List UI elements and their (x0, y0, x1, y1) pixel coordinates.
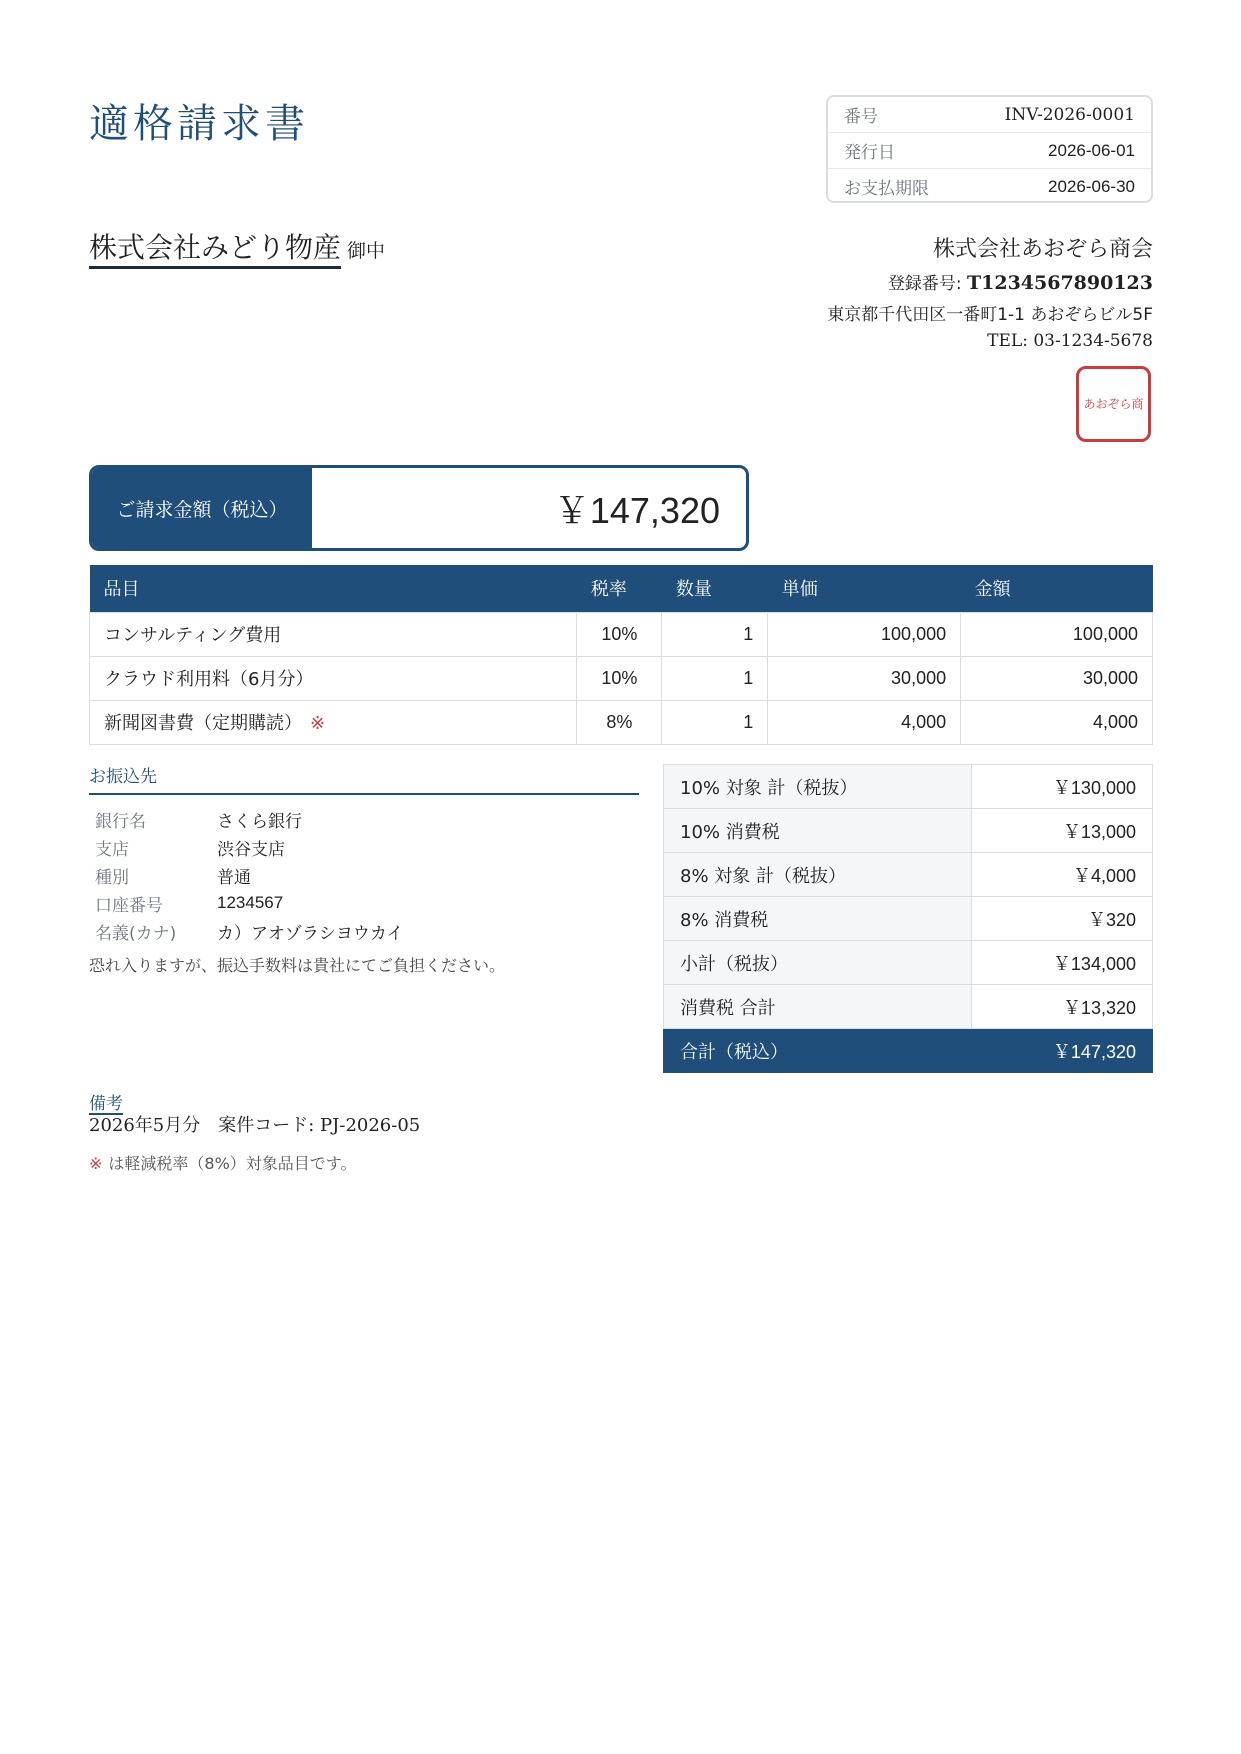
bank-key: 支店 (95, 839, 129, 860)
meta-key: お支払期限 (844, 179, 929, 199)
item-unit-price: 100,000 (768, 612, 961, 656)
recipient-honorific: 御中 (347, 240, 386, 262)
recipient (89, 226, 385, 266)
amount-due-value: ￥147,320 (553, 489, 720, 531)
bank-key: 名義(カナ) (95, 923, 177, 944)
totals-key: 8% 消費税 (664, 897, 972, 941)
item-name: コンサルティング費用 (90, 612, 577, 656)
totals-row (664, 809, 1153, 853)
item-name: クラウド利用料（6月分） (90, 656, 577, 700)
item-quantity: 1 (662, 700, 768, 744)
reduced-rate-mark: ※ (310, 713, 326, 734)
meta-key: 発行日 (844, 143, 895, 163)
header-unit-price: 単価 (768, 565, 961, 612)
bank-key: 銀行名 (95, 811, 146, 832)
totals-key: 10% 消費税 (664, 809, 972, 853)
invoice-meta-box (826, 95, 1153, 203)
reduced-rate-note (89, 1151, 689, 1174)
grand-total-value: ￥147,320 (972, 1029, 1153, 1073)
item-quantity: 1 (662, 612, 768, 656)
totals-row (664, 985, 1153, 1029)
registration-number: T1234567890123 (966, 272, 1153, 294)
items-table (89, 565, 1153, 745)
reduced-rate-note-text: は軽減税率（8%）対象品目です。 (108, 1154, 357, 1173)
meta-row-issue-date (828, 133, 1151, 169)
item-quantity: 1 (662, 656, 768, 700)
bank-row (89, 805, 639, 833)
item-name-cell (90, 700, 577, 744)
meta-row-number (828, 97, 1151, 133)
registration-label: 登録番号: (887, 274, 967, 294)
table-row (90, 656, 1153, 700)
amount-due-box (89, 465, 749, 551)
bank-key: 種別 (95, 867, 129, 888)
totals-row (664, 765, 1153, 809)
invoice-title: 適格請求書 (89, 101, 309, 147)
totals-value: ￥320 (972, 897, 1153, 941)
item-amount: 4,000 (961, 700, 1153, 744)
notes-heading: 備考 (89, 1094, 123, 1114)
item-tax-rate: 10% (577, 612, 662, 656)
grand-total-row (664, 1029, 1153, 1073)
item-tax-rate: 8% (577, 700, 662, 744)
header-tax-rate: 税率 (577, 565, 662, 612)
item-amount: 30,000 (961, 656, 1153, 700)
grand-total-label: 合計（税込） (664, 1029, 972, 1073)
totals-value: ￥13,000 (972, 809, 1153, 853)
account-type: 普通 (217, 867, 251, 888)
bank-row (89, 917, 639, 945)
bank-key: 口座番号 (95, 895, 163, 916)
bank-section (89, 762, 639, 976)
amount-due-label: ご請求金額（税込） (92, 468, 312, 548)
meta-key: 番号 (844, 107, 878, 127)
totals-value: ￥13,320 (972, 985, 1153, 1029)
issuer-name: 株式会社あおぞら商会 (932, 237, 1153, 262)
totals-row (664, 941, 1153, 985)
totals-key: 8% 対象 計（税抜） (664, 853, 972, 897)
notes-text: 2026年5月分 案件コード: PJ-2026-05 (89, 1115, 421, 1136)
bank-row (89, 861, 639, 889)
invoice-number: INV-2026-0001 (1004, 104, 1135, 125)
issuer-tel: TEL: 03-1234-5678 (987, 331, 1153, 351)
issuer-block (827, 232, 1153, 351)
totals-value: ￥134,000 (972, 941, 1153, 985)
notes-section (89, 1094, 689, 1174)
bank-branch: 渋谷支店 (217, 839, 285, 860)
issue-date: 2026-06-01 (1048, 140, 1135, 160)
item-amount: 100,000 (961, 612, 1153, 656)
totals-value: ￥4,000 (972, 853, 1153, 897)
bank-heading: お振込先 (89, 762, 639, 795)
bank-name: さくら銀行 (217, 811, 302, 832)
company-seal: あおぞら商 (1076, 366, 1151, 442)
account-holder: カ）アオゾラシヨウカイ (217, 923, 404, 944)
account-number: 1234567 (217, 893, 284, 912)
issuer-registration (827, 269, 1153, 294)
item-tax-rate: 10% (577, 656, 662, 700)
items-header-row (90, 565, 1153, 612)
due-date: 2026-06-30 (1048, 176, 1135, 196)
item-unit-price: 4,000 (768, 700, 961, 744)
totals-key: 小計（税抜） (664, 941, 972, 985)
item-unit-price: 30,000 (768, 656, 961, 700)
item-name: 新聞図書費（定期購読） (104, 713, 302, 734)
table-row (90, 612, 1153, 656)
totals-value: ￥130,000 (972, 765, 1153, 809)
totals-table (663, 764, 1153, 1073)
totals-row (664, 897, 1153, 941)
header-item: 品目 (90, 565, 577, 612)
recipient-name: 株式会社みどり物産 (89, 231, 341, 269)
table-row (90, 700, 1153, 744)
totals-row (664, 853, 1153, 897)
meta-row-due-date (828, 169, 1151, 203)
header-amount: 金額 (961, 565, 1153, 612)
totals-key: 10% 対象 計（税抜） (664, 765, 972, 809)
bank-row (89, 833, 639, 861)
totals-key: 消費税 合計 (664, 985, 972, 1029)
issuer-address: 東京都千代田区一番町1-1 あおぞらビル5F (827, 305, 1153, 325)
bank-row (89, 889, 639, 917)
header-quantity: 数量 (662, 565, 768, 612)
reduced-rate-mark: ※ (89, 1154, 103, 1173)
bank-fee-note: 恐れ入りますが、振込手数料は貴社にてご負担ください。 (89, 956, 506, 975)
